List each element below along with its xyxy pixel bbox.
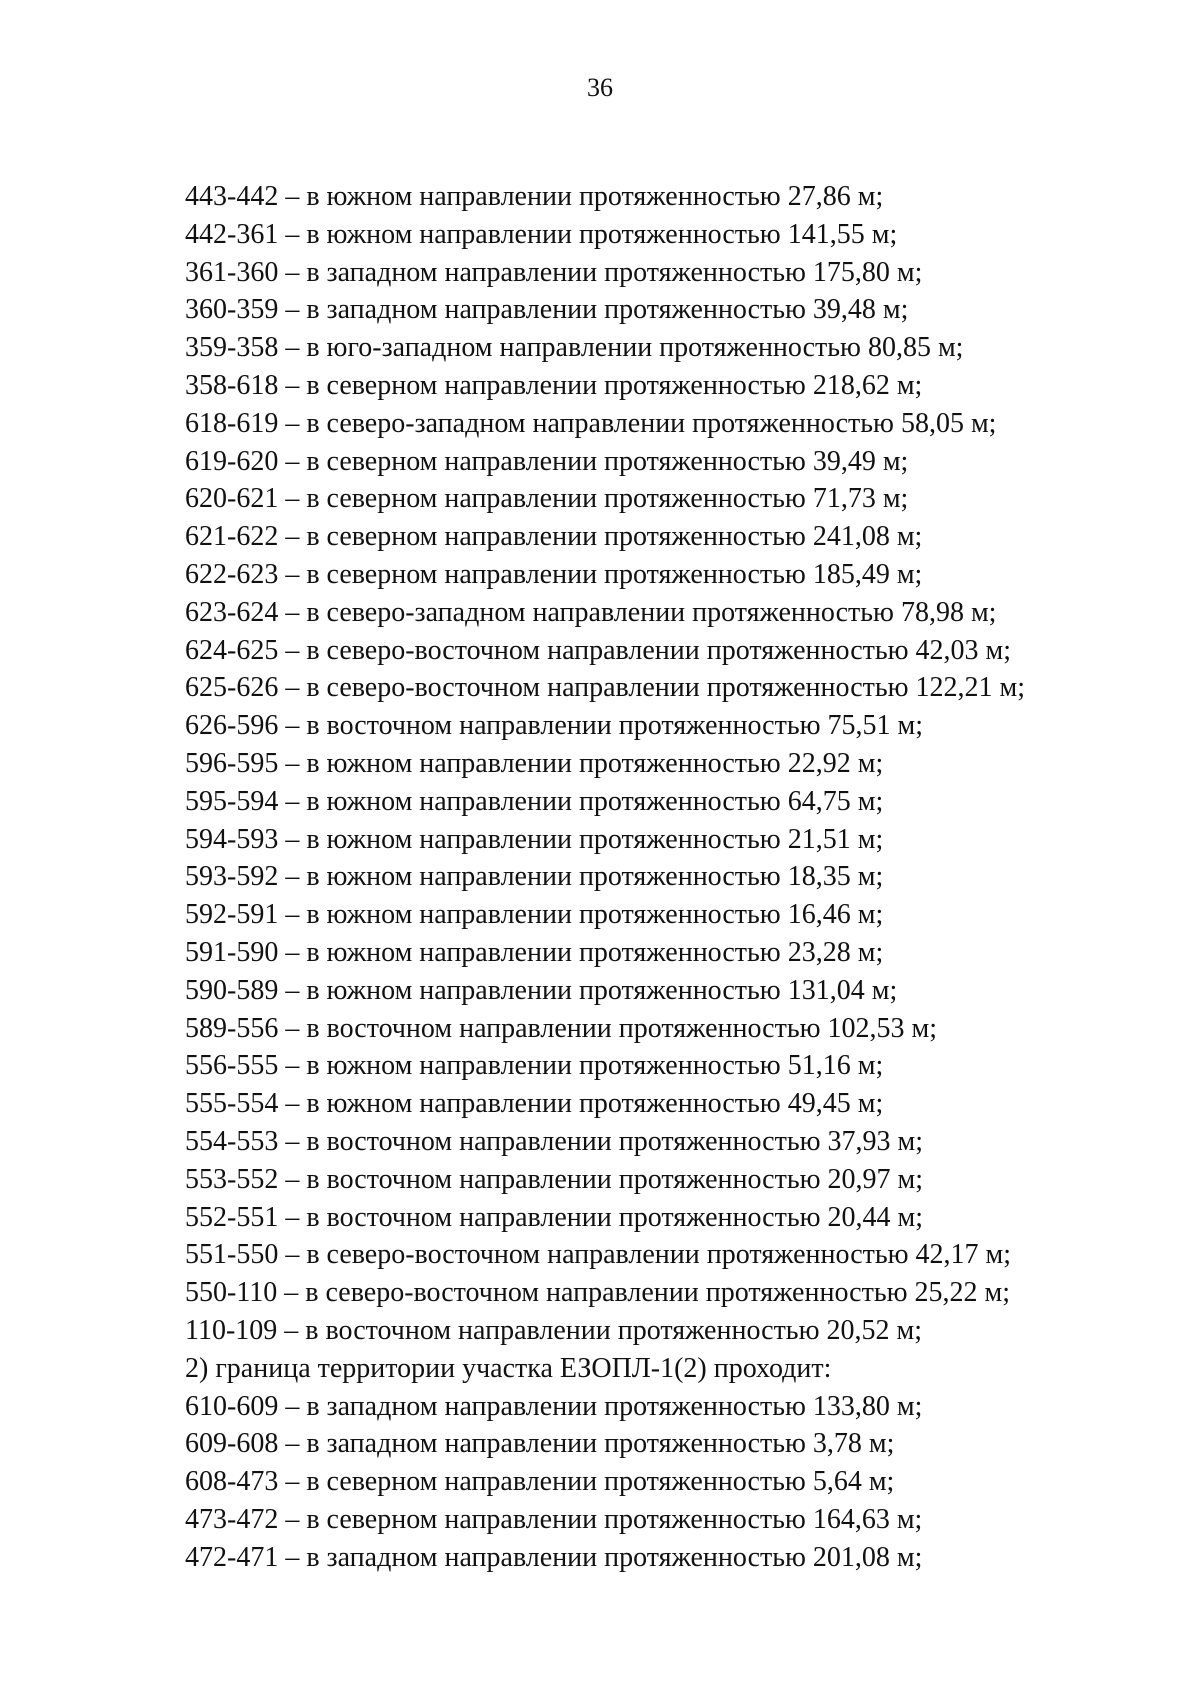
boundary-line: 596-595 – в южном направлении протяженностью 22,92 м; [185, 747, 884, 779]
boundary-line: 442-361 – в южном направлении протяженностью 141,55 м; [185, 218, 898, 250]
boundary-line: 592-591 – в южном направлении протяженностью 16,46 м; [185, 899, 884, 931]
boundary-line: 110-109 – в восточном направлении протяженностью 20,52 м; [185, 1314, 922, 1346]
boundary-line: 2) граница территории участка ЕЗОПЛ-1(2) проходит: [185, 1352, 832, 1384]
boundary-line: 625-626 – в северо-восточном направлении протяженностью 122,21 м; [185, 672, 1026, 704]
boundary-line: 624-625 – в северо-восточном направлении протяженностью 42,03 м; [185, 634, 1012, 666]
boundary-line: 556-555 – в южном направлении протяженностью 51,16 м; [185, 1050, 884, 1082]
boundary-line: 591-590 – в южном направлении протяженностью 23,28 м; [185, 936, 884, 968]
boundary-line: 595-594 – в южном направлении протяженностью 64,75 м; [185, 785, 884, 817]
boundary-line: 550-110 – в северо-восточном направлении протяженностью 25,22 м; [185, 1277, 1011, 1309]
boundary-line: 359-358 – в юго-западном направлении протяженностью 80,85 м; [185, 332, 964, 364]
boundary-line: 594-593 – в южном направлении протяженностью 21,51 м; [185, 823, 884, 855]
boundary-line: 623-624 – в северо-западном направлении протяженностью 78,98 м; [185, 596, 997, 628]
boundary-line: 619-620 – в северном направлении протяженностью 39,49 м; [185, 445, 909, 477]
boundary-line: 443-442 – в южном направлении протяженностью 27,86 м; [185, 181, 884, 212]
boundary-line: 620-621 – в северном направлении протяженностью 71,73 м; [185, 483, 909, 515]
boundary-line: 554-553 – в восточном направлении протяженностью 37,93 м; [185, 1125, 924, 1157]
boundary-line: 622-623 – в северном направлении протяженностью 185,49 м; [185, 558, 923, 590]
boundary-line: 555-554 – в южном направлении протяженностью 49,45 м; [185, 1088, 884, 1120]
boundary-line: 618-619 – в северо-западном направлении протяженностью 58,05 м; [185, 407, 997, 439]
boundary-line: 553-552 – в восточном направлении протяженностью 20,97 м; [185, 1163, 924, 1195]
boundary-line: 610-609 – в западном направлении протяженностью 133,80 м; [185, 1390, 923, 1422]
boundary-line: 360-359 – в западном направлении протяженностью 39,48 м; [185, 294, 909, 326]
boundary-line: 590-589 – в южном направлении протяженностью 131,04 м; [185, 974, 898, 1006]
boundary-line: 589-556 – в восточном направлении протяженностью 102,53 м; [185, 1012, 938, 1044]
boundary-line: 473-472 – в северном направлении протяженностью 164,63 м; [185, 1503, 923, 1535]
boundary-description-list [185, 178, 1085, 1576]
boundary-line: 552-551 – в восточном направлении протяженностью 20,44 м; [185, 1201, 924, 1233]
boundary-line: 608-473 – в северном направлении протяженностью 5,64 м; [185, 1466, 895, 1498]
boundary-line: 626-596 – в восточном направлении протяженностью 75,51 м; [185, 710, 924, 742]
boundary-line: 358-618 – в северном направлении протяженностью 218,62 м; [185, 369, 923, 401]
boundary-line: 609-608 – в западном направлении протяженностью 3,78 м; [185, 1428, 895, 1460]
page-number: 36 [587, 73, 613, 102]
boundary-line: 472-471 – в западном направлении протяженностью 201,08 м; [185, 1541, 923, 1573]
boundary-line: 551-550 – в северо-восточном направлении протяженностью 42,17 м; [185, 1239, 1012, 1271]
boundary-line: 593-592 – в южном направлении протяженностью 18,35 м; [185, 861, 884, 893]
boundary-line: 621-622 – в северном направлении протяженностью 241,08 м; [185, 521, 923, 553]
boundary-line: 361-360 – в западном направлении протяженностью 175,80 м; [185, 256, 923, 288]
